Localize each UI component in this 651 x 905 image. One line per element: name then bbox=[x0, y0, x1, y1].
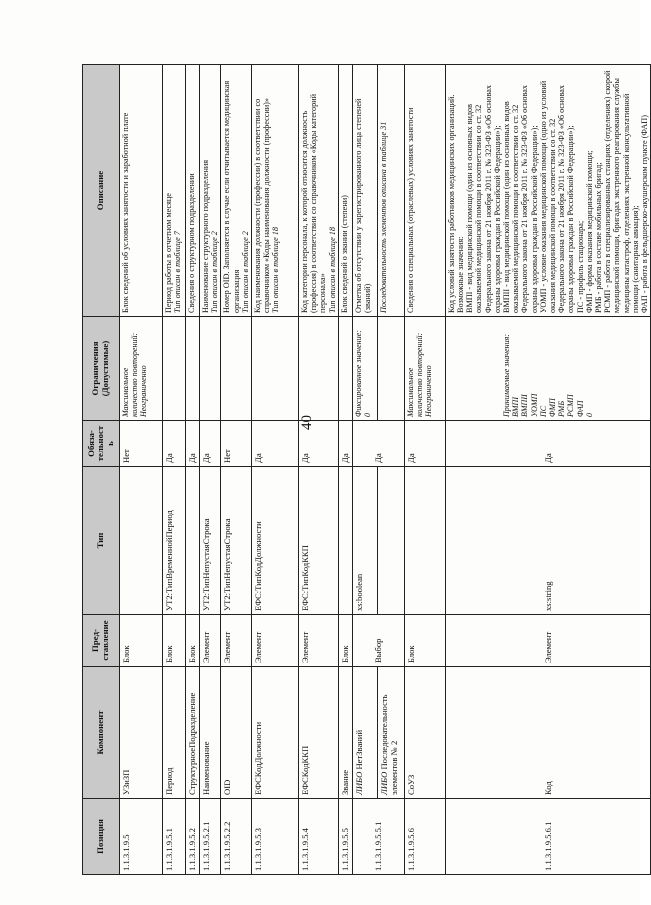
cell-position: 1.1.3.1.9.5.5.1 bbox=[352, 799, 404, 875]
constraint-line: УОМП bbox=[529, 393, 539, 417]
cell-constraints bbox=[377, 317, 404, 421]
column-header-description: Описание bbox=[83, 65, 120, 317]
cell-representation: Элемент bbox=[221, 615, 252, 667]
cell-representation: Элемент bbox=[252, 615, 299, 667]
constraint-line: ВМПI bbox=[511, 397, 521, 417]
description-text: Номер OID. Заполняется в случае если отчитывается медицинская организация bbox=[222, 80, 241, 313]
description-text: Код условий занятости работников медицинских организаций. Возможные значения: bbox=[446, 94, 466, 313]
cell-position: 1.1.3.1.9.5 bbox=[120, 799, 163, 875]
description-type-ref: Тип описан в таблице 7 bbox=[173, 231, 183, 313]
table-row bbox=[186, 65, 200, 875]
cell-type: xs:boolean bbox=[352, 467, 377, 615]
cell-constraints bbox=[445, 317, 650, 421]
constraint-line: количество повторений: bbox=[415, 332, 425, 417]
table-row bbox=[377, 65, 404, 875]
column-header-representation: Пред-ставление bbox=[83, 615, 120, 667]
cell-position: 1.1.3.1.9.5.1 bbox=[163, 799, 186, 875]
cell-type bbox=[186, 467, 200, 615]
cell-description bbox=[252, 65, 299, 317]
description-text: РМБ - работа в составе мобильных бригад; bbox=[594, 162, 604, 313]
description-text: Код категории персонала, к которой относится должность (профессия) в соответствии со справочником «Коды категорий персонала» bbox=[300, 94, 328, 313]
cell-component: Период bbox=[163, 667, 186, 799]
table-row bbox=[338, 65, 352, 875]
data-table bbox=[82, 64, 651, 875]
cell-type: УТ2:ТипНепустаяСтрока bbox=[221, 467, 252, 615]
cell-required: Да bbox=[163, 421, 186, 467]
cell-required: Да bbox=[404, 421, 445, 467]
constraint-line: Неограниченно bbox=[424, 365, 434, 417]
cell-position: 1.1.3.1.9.5.2.1 bbox=[200, 799, 221, 875]
description-type-ref: Тип описан в таблице 18 bbox=[327, 227, 337, 313]
cell-description bbox=[338, 65, 352, 317]
cell-constraints bbox=[338, 317, 352, 421]
cell-type: УТ2:ТипНепустаяСтрока bbox=[200, 467, 221, 615]
constraint-line: Неограниченно bbox=[139, 365, 149, 417]
cell-constraints bbox=[200, 317, 221, 421]
cell-representation: Элемент bbox=[200, 615, 221, 667]
column-header-type: Тип bbox=[83, 467, 120, 615]
cell-description bbox=[163, 65, 186, 317]
table-row bbox=[120, 65, 163, 875]
cell-position: 1.1.3.1.9.5.4 bbox=[299, 799, 339, 875]
cell-position: 1.1.3.1.9.5.5 bbox=[338, 799, 352, 875]
cell-description bbox=[299, 65, 339, 317]
cell-description bbox=[377, 65, 404, 317]
column-header-component: Компонент bbox=[83, 667, 120, 799]
description-text: Период работы в отчетном месяце bbox=[164, 193, 173, 313]
choice-prefix: ЛИБО bbox=[378, 769, 389, 795]
description-type-ref: Тип описан в таблице 18 bbox=[271, 227, 281, 313]
cell-type: УТ2:ТипВременнойПериод bbox=[163, 467, 186, 615]
cell-type bbox=[377, 467, 404, 615]
cell-required: Да bbox=[352, 421, 404, 467]
cell-representation: Выбор bbox=[352, 615, 404, 667]
cell-representation: Элемент bbox=[445, 615, 650, 667]
cell-position: 1.1.3.1.9.5.2.2 bbox=[221, 799, 252, 875]
cell-required: Да bbox=[445, 421, 650, 467]
constraint-line: ФМП bbox=[548, 398, 558, 417]
cell-constraints bbox=[299, 317, 339, 421]
cell-position: 1.1.3.1.9.5.6 bbox=[404, 799, 445, 875]
table-row bbox=[404, 65, 445, 875]
description-text: Сведения о структурном подразделении bbox=[187, 173, 196, 313]
cell-required: Да bbox=[200, 421, 221, 467]
cell-required: Да bbox=[338, 421, 352, 467]
cell-required: Да bbox=[186, 421, 200, 467]
cell-position: 1.1.3.1.9.5.2 bbox=[186, 799, 200, 875]
table-header-row bbox=[83, 65, 120, 875]
cell-representation: Блок bbox=[404, 615, 445, 667]
cell-constraints bbox=[221, 317, 252, 421]
cell-type: ЕФС:ТипКодККП bbox=[299, 467, 339, 615]
constraint-line: Максимальное bbox=[405, 367, 415, 417]
cell-type: ЕФС:ТипКодДолжности bbox=[252, 467, 299, 615]
cell-description bbox=[120, 65, 163, 317]
rotated-table-container bbox=[82, 65, 650, 875]
constraint-line: 0 bbox=[363, 413, 373, 417]
cell-type bbox=[338, 467, 352, 615]
description-text: ФАП - работа в фельдшерско-акушерском пункте (ФАП) bbox=[640, 115, 650, 313]
description-type-ref: Последовательность элементов описана в таблице 31 bbox=[378, 121, 388, 313]
cell-type bbox=[120, 467, 163, 615]
description-text: Блок сведений об условиях занятости и заработной плате bbox=[121, 112, 130, 313]
cell-constraints bbox=[252, 317, 299, 421]
column-header-constraints: Ограничения (Допустимые) bbox=[83, 317, 120, 421]
cell-description bbox=[352, 65, 377, 317]
description-text: ПС - профиль стационара; bbox=[575, 220, 585, 313]
cell-required: Нет bbox=[221, 421, 252, 467]
cell-description bbox=[186, 65, 200, 317]
component-name: НетЗваний bbox=[353, 729, 364, 770]
constraint-line: 0 bbox=[584, 413, 594, 417]
cell-component: ЕФСКодДолжности bbox=[252, 667, 299, 799]
cell-constraints bbox=[186, 317, 200, 421]
table-row bbox=[252, 65, 299, 875]
constraint-line: количество повторений: bbox=[130, 332, 140, 417]
cell-component bbox=[377, 667, 404, 799]
cell-representation: Блок bbox=[338, 615, 352, 667]
constraint-line: ПС bbox=[538, 405, 548, 417]
description-type-ref: Тип описан в таблице 2 bbox=[210, 231, 220, 313]
constraint-line: Принимаемые значения: bbox=[502, 334, 512, 417]
cell-constraints bbox=[120, 317, 163, 421]
description-text: Код наименования должности (профессии) в соответствии со справочником «Коды наименования должности (профессии)» bbox=[253, 98, 272, 313]
choice-prefix: ЛИБО bbox=[353, 769, 364, 795]
constraint-line: ВМПII bbox=[520, 394, 530, 417]
cell-constraints bbox=[404, 317, 445, 421]
constraint-line: Максимальное bbox=[121, 367, 130, 417]
cell-representation: Блок bbox=[120, 615, 163, 667]
description-type-ref: Тип описан в таблице 2 bbox=[240, 231, 250, 313]
cell-component: СоУЗ bbox=[404, 667, 445, 799]
table-row bbox=[221, 65, 252, 875]
description-text: Наименование структурного подразделения bbox=[201, 159, 210, 313]
description-text: РСМП - работа в специализированных станциях (отделениях) скорой медицинской помощи, бригадах экстренного реагирования службы медицины катастроф, отделениях экстренной консультативной помощи (санитарная авиация); bbox=[603, 70, 640, 313]
description-text: ВМПI - вид медицинской помощи (один из основных видов оказываемой медицинской помощи в соответствии со ст. 32 Федерального закона от 21 ноября 2011 г. № 323-ФЗ «Об основах охраны здоровья граждан в Российской Федерации»); bbox=[465, 84, 502, 313]
cell-type: xs:string bbox=[445, 467, 650, 615]
cell-description bbox=[221, 65, 252, 317]
cell-representation: Блок bbox=[163, 615, 186, 667]
constraint-line: ФАП bbox=[575, 400, 585, 417]
constraint-line: РСМП bbox=[566, 394, 576, 417]
cell-description bbox=[404, 65, 445, 317]
description-text: Блок сведений о звании (степени) bbox=[339, 195, 349, 313]
cell-representation: Блок bbox=[186, 615, 200, 667]
cell-component: ЕФСКодККП bbox=[299, 667, 339, 799]
description-text: Отметка об отсутствии у зарегистрированного лица степеней (званий) bbox=[353, 98, 373, 313]
component-name: Последовательность элементов № 2 bbox=[378, 694, 400, 795]
cell-component: Код bbox=[445, 667, 650, 799]
cell-component: СтруктурноеПодразделение bbox=[186, 667, 200, 799]
cell-component: Наименование bbox=[200, 667, 221, 799]
constraint-line: РМБ bbox=[557, 400, 567, 417]
table-row bbox=[352, 65, 377, 875]
table-row bbox=[200, 65, 221, 875]
cell-position: 1.1.3.1.9.5.3 bbox=[252, 799, 299, 875]
description-text: ФМП - форма оказания медицинской помощи; bbox=[584, 150, 594, 313]
cell-component bbox=[352, 667, 377, 799]
cell-component: УЗиЗП bbox=[120, 667, 163, 799]
cell-position: 1.1.3.1.9.5.6.1 bbox=[445, 799, 650, 875]
cell-description bbox=[200, 65, 221, 317]
cell-component: Звание bbox=[338, 667, 352, 799]
cell-constraints bbox=[163, 317, 186, 421]
cell-required: Да bbox=[252, 421, 299, 467]
page-number: 40 bbox=[299, 415, 315, 430]
cell-required: Да bbox=[299, 421, 339, 467]
cell-required: Нет bbox=[120, 421, 163, 467]
column-header-required: Обяза-тельность bbox=[83, 421, 120, 467]
table-row bbox=[163, 65, 186, 875]
column-header-position: Позиция bbox=[83, 799, 120, 875]
constraint-line: Фиксированное значение: bbox=[353, 330, 363, 417]
cell-representation: Элемент bbox=[299, 615, 339, 667]
description-text: Сведения о специальных (отраслевых) условиях занятости bbox=[405, 107, 415, 313]
cell-type bbox=[404, 467, 445, 615]
table-row bbox=[299, 65, 339, 875]
description-text: ВМПII - вид медицинской помощи (один из основных видов оказываемой медицинской помощи в соответствии со ст. 32 Федерального закона от 21 ноября 2011 г. № 323-ФЗ «Об основах охраны здоровья граждан в Российской Федерации»); bbox=[502, 84, 539, 313]
table-row bbox=[445, 65, 650, 875]
cell-component: OID bbox=[221, 667, 252, 799]
cell-description bbox=[445, 65, 650, 317]
description-text: УОМП - условие оказания медицинской помощи (одно из условий оказания медицинской помощи в соответствии со ст. 32 Федерального закона от 21 ноября 2011 г. № 323-ФЗ «Об основах охраны здоровья граждан в Российской Федерации»); bbox=[538, 80, 576, 313]
cell-constraints bbox=[352, 317, 377, 421]
